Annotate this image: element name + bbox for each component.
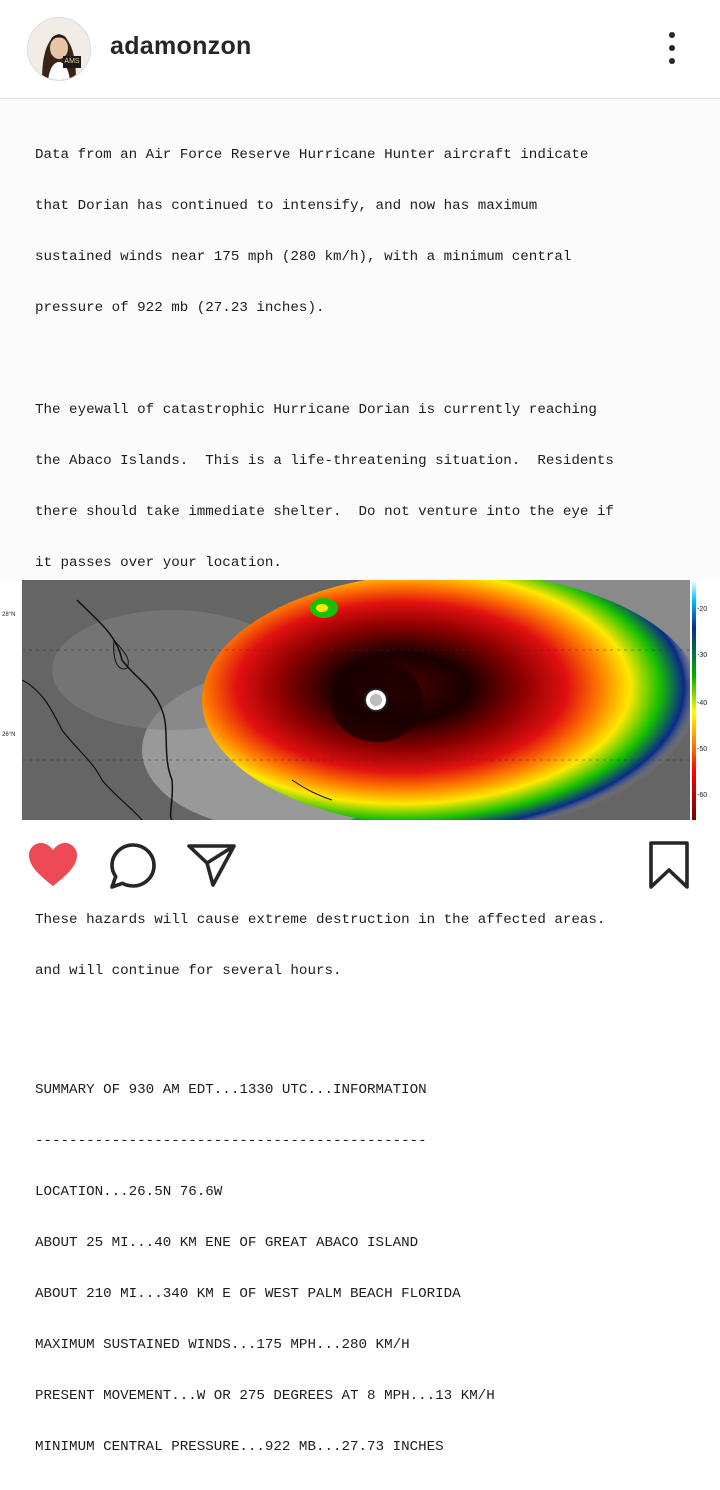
scale-bar [692,580,696,820]
bookmark-icon[interactable] [647,840,691,890]
advisory-line: that Dorian has continued to intensify, and now has maximum [35,198,538,214]
summary-line: LOCATION...26.5N 76.6W [35,1184,223,1200]
scale-tick: -50 [697,746,708,753]
advisory-line: Data from an Air Force Reserve Hurricane Hunter aircraft indicate [35,147,589,163]
advisory-line: the Abaco Islands. This is a life-threatening situation. Residents [35,453,614,469]
heart-icon[interactable] [27,842,79,888]
summary-heading: SUMMARY OF 930 AM EDT...1330 UTC...INFORMATION [35,1082,427,1098]
scale-tick: -60 [697,792,708,799]
username-link[interactable]: adamonzon [110,32,252,60]
advisory-line: it passes over your location. [35,555,282,571]
advisory-line: The eyewall of catastrophic Hurricane Dorian is currently reaching [35,402,597,418]
temperature-scale [690,580,720,820]
latitude-label: 28°N [2,612,16,618]
more-options-icon[interactable] [662,30,682,66]
advisory-line: sustained winds near 175 mph (280 km/h), with a minimum central [35,249,572,265]
advisory-line: and will continue for several hours. [35,963,342,979]
post-header [0,0,720,98]
advisory-line: there should take immediate shelter. Do not venture into the eye if [35,504,614,520]
post-actions-bar [0,820,720,900]
advisory-line: These hazards will cause extreme destruction in the affected areas. [35,912,606,928]
advisory-line: pressure of 922 mb (27.23 inches). [35,300,325,316]
summary-line: PRESENT MOVEMENT...W OR 275 DEGREES AT 8 MPH...13 KM/H [35,1388,495,1404]
summary-line: ABOUT 210 MI...340 KM E OF WEST PALM BEACH FLORIDA [35,1286,461,1302]
summary-line: MAXIMUM SUSTAINED WINDS...175 MPH...280 KM/H [35,1337,410,1353]
scale-tick: -30 [697,652,708,659]
latitude-label: 26°N [2,732,16,738]
scale-tick: -20 [697,606,708,613]
satellite-image [22,580,698,820]
summary-divider: ---------------------------------------------- [35,1133,427,1149]
scale-tick: -40 [697,700,708,707]
send-icon[interactable] [187,843,237,887]
avatar-badge: AMS [63,56,81,68]
avatar-photo [28,18,90,80]
comment-icon[interactable] [109,842,157,890]
avatar[interactable] [27,17,91,81]
satellite-hurricane-image [22,580,698,820]
summary-line: ABOUT 25 MI...40 KM ENE OF GREAT ABACO ISLAND [35,1235,419,1251]
summary-line: MINIMUM CENTRAL PRESSURE...922 MB...27.73 INCHES [35,1439,444,1455]
